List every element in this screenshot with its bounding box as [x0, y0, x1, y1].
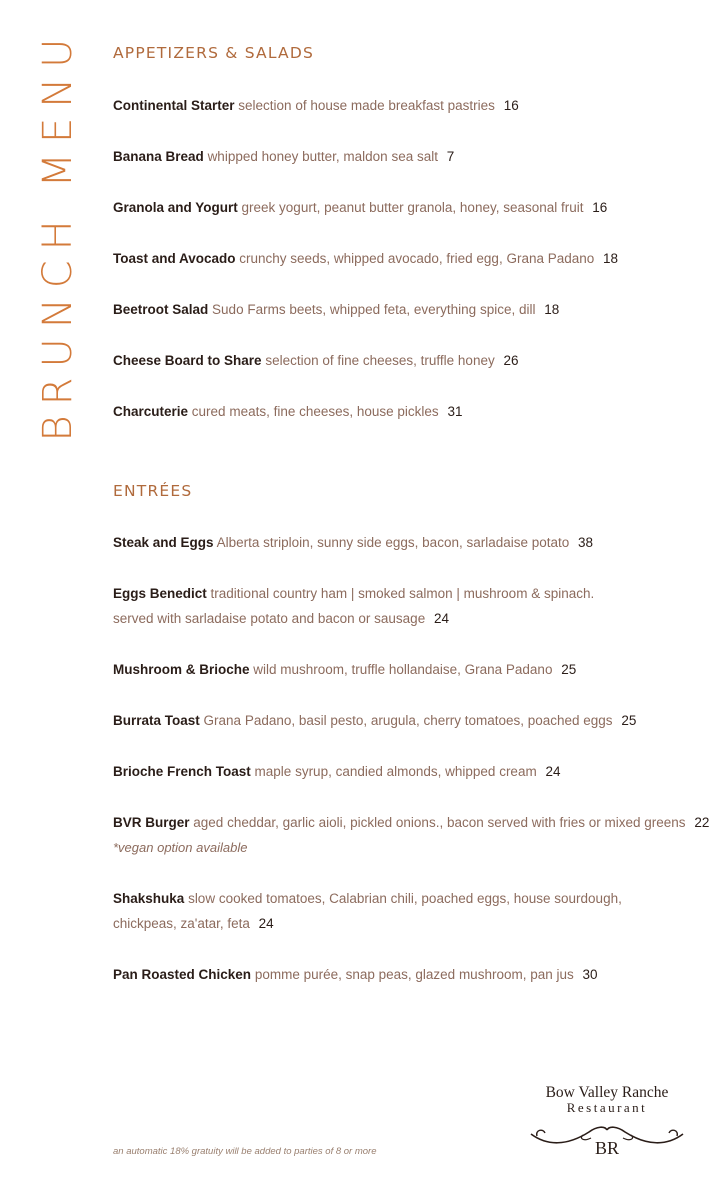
- menu-item: [113, 399, 713, 424]
- item-description: Sudo Farms beets, whipped feta, everything spice, dill: [212, 302, 536, 317]
- item-description: aged cheddar, garlic aioli, pickled onions., bacon served with fries or mixed greens: [193, 815, 686, 830]
- menu-item: [113, 530, 713, 555]
- item-name: Steak and Eggs: [113, 535, 214, 550]
- logo-flourish-icon: [527, 1116, 687, 1160]
- item-description-continued: served with sarladaise potato and bacon or sausage: [113, 611, 426, 626]
- item-name: Eggs Benedict: [113, 586, 207, 601]
- item-name: Mushroom & Brioche: [113, 662, 250, 677]
- item-price: 16: [592, 200, 608, 215]
- item-price: 7: [446, 149, 455, 164]
- item-description: crunchy seeds, whipped avocado, fried egg, Grana Padano: [239, 251, 595, 266]
- item-description: maple syrup, candied almonds, whipped cream: [254, 764, 537, 779]
- item-name: Cheese Board to Share: [113, 353, 262, 368]
- item-price: 38: [578, 535, 594, 550]
- item-description: selection of house made breakfast pastries: [238, 98, 495, 113]
- item-name: Granola and Yogurt: [113, 200, 238, 215]
- item-price: 24: [258, 916, 274, 931]
- item-description: greek yogurt, peanut butter granola, honey, seasonal fruit: [241, 200, 584, 215]
- item-description: slow cooked tomatoes, Calabrian chili, poached eggs, house sourdough,: [188, 891, 622, 906]
- item-description: selection of fine cheeses, truffle honey: [265, 353, 495, 368]
- menu-item: [113, 297, 713, 322]
- item-description: pomme purée, snap peas, glazed mushroom, pan jus: [254, 967, 574, 982]
- menu-item: [113, 708, 713, 733]
- item-description: Alberta striploin, sunny side eggs, bacon, sarladaise potato: [216, 535, 570, 550]
- item-name: Continental Starter: [113, 98, 235, 113]
- item-price: 26: [503, 353, 519, 368]
- item-name: Beetroot Salad: [113, 302, 209, 317]
- item-name: Toast and Avocado: [113, 251, 236, 266]
- section-heading-appetizers: APPETIZERS & SALADS: [113, 44, 314, 62]
- item-name: Charcuterie: [113, 404, 189, 419]
- menu-title: BRUNCH MENU: [35, 28, 81, 442]
- logo-name: Bow Valley Ranche: [545, 1084, 669, 1101]
- item-description: whipped honey butter, maldon sea salt: [207, 149, 438, 164]
- item-price: 22: [694, 815, 710, 830]
- restaurant-logo: [524, 1084, 690, 1160]
- logo-monogram: BR: [594, 1138, 620, 1158]
- logo-subtitle: Restaurant: [566, 1100, 648, 1115]
- item-price: 24: [545, 764, 561, 779]
- menu-item: [113, 759, 713, 784]
- item-name: Pan Roasted Chicken: [113, 967, 252, 982]
- item-price: 24: [433, 611, 449, 626]
- gratuity-note: an automatic 18% gratuity will be added to parties of 8 or more: [113, 1146, 377, 1157]
- menu-item: [113, 962, 713, 987]
- item-price: 16: [503, 98, 519, 113]
- item-description-continued: chickpeas, za'atar, feta: [113, 916, 250, 931]
- item-name: Burrata Toast: [113, 713, 200, 728]
- menu-item: [113, 246, 713, 271]
- item-price: 31: [447, 404, 463, 419]
- section-heading-entrees: ENTRÉES: [113, 482, 193, 500]
- menu-item: [113, 93, 713, 118]
- item-note: *vegan option available: [113, 840, 248, 855]
- item-price: 25: [621, 713, 637, 728]
- item-price: 18: [544, 302, 560, 317]
- item-name: BVR Burger: [113, 815, 190, 830]
- item-price: 18: [603, 251, 619, 266]
- item-name: Shakshuka: [113, 891, 185, 906]
- item-description: Grana Padano, basil pesto, arugula, cherry tomatoes, poached eggs: [203, 713, 613, 728]
- menu-item: [113, 886, 713, 936]
- item-description: cured meats, fine cheeses, house pickles: [191, 404, 439, 419]
- item-price: 30: [582, 967, 598, 982]
- menu-item: [113, 144, 713, 169]
- menu-item: [113, 348, 713, 373]
- menu-item: [113, 581, 713, 631]
- item-name: Brioche French Toast: [113, 764, 251, 779]
- menu-item: [113, 195, 713, 220]
- menu-item: [113, 810, 713, 860]
- item-description: traditional country ham | smoked salmon | mushroom & spinach.: [210, 586, 595, 601]
- item-description: wild mushroom, truffle hollandaise, Grana Padano: [253, 662, 553, 677]
- menu-item: [113, 657, 713, 682]
- item-price: 25: [561, 662, 577, 677]
- item-name: Banana Bread: [113, 149, 204, 164]
